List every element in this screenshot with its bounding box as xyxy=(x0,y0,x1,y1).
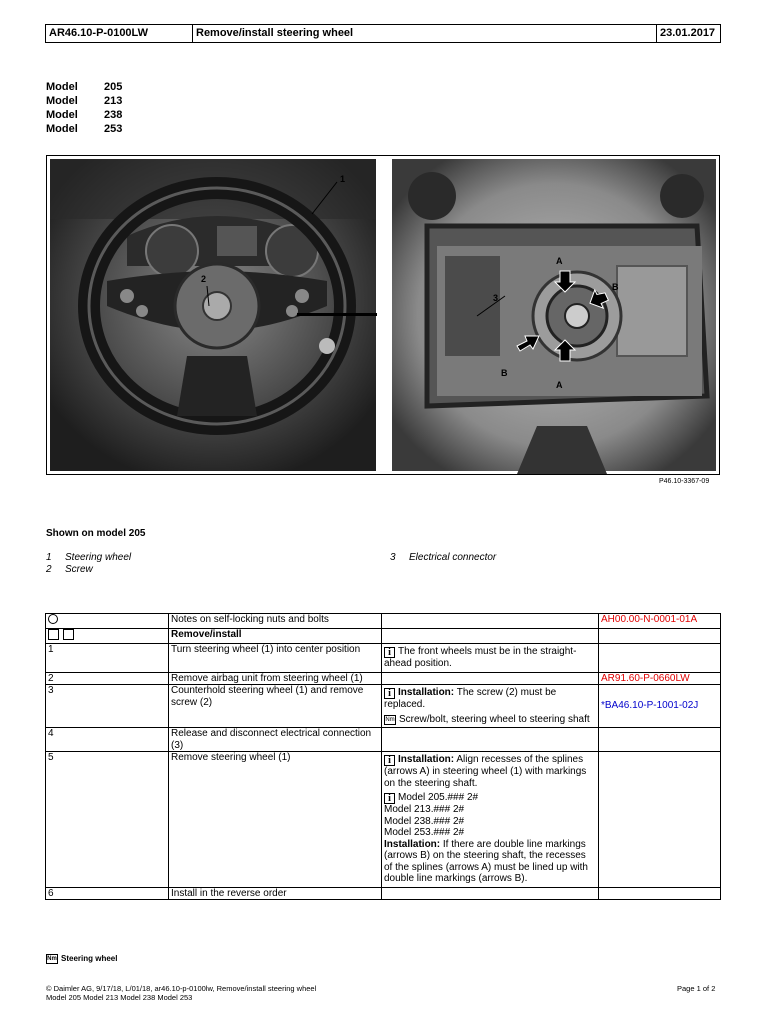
model-row: Model 213 xyxy=(46,95,123,107)
torque-footnote: Nm Steering wheel xyxy=(47,954,118,963)
doc-title: Remove/install steering wheel xyxy=(196,27,354,39)
model-row: Model 205 xyxy=(46,81,123,93)
info-icon: i xyxy=(384,755,395,766)
legend-item: 2 Screw xyxy=(46,564,93,575)
procedure-table xyxy=(45,613,721,900)
document-footer: © Daimler AG, 9/17/18, L/01/18, ar46.10-p-0100lw, Remove/install steering wheel Model 205 Model 213 Model 238 Model 253 xyxy=(46,984,317,1002)
info-icon: i xyxy=(384,647,395,658)
reference-link[interactable]: AR91.60-P-0660LW xyxy=(599,672,721,685)
steering-wheel-photo xyxy=(50,159,377,471)
model-row: Model 253 xyxy=(46,123,123,135)
callout-b-right: B xyxy=(612,282,619,292)
model-row: Model 238 xyxy=(46,109,123,121)
info-icon: i xyxy=(384,688,395,699)
page-number: Page 1 of 2 xyxy=(677,984,716,993)
doc-date: 23.01.2017 xyxy=(656,25,720,42)
callout-b-left: B xyxy=(501,368,508,378)
table-row: 5 Remove steering wheel (1) i Installation: Align recesses of the splines (arrows A) in steering wheel (1) with markings on the steering shaft. i Model 205.### 2# Model 213.### 2# Model 238.### 2# Model 253.### 2# Installation: If there are double line markings (arrows B) on the steering shaft, the recesses of the splines (arrows A) must be lined up with double line markings (arrows B). xyxy=(46,752,721,888)
table-row: 3 Counterhold steering wheel (1) and remove screw (2) i Installation: The screw (2) must be replaced. Nm Screw/bolt, steering wheel to steering shaft *BA46.10-P-1001-02J xyxy=(46,685,721,728)
torque-reference-link[interactable]: *BA46.10-P-1001-02J xyxy=(601,700,699,712)
steering-hub-closeup-photo xyxy=(392,159,716,474)
model-list xyxy=(46,80,122,136)
table-row: 2 Remove airbag unit from steering wheel (1) AR91.60-P-0660LW xyxy=(46,672,721,685)
table-row: Notes on self-locking nuts and bolts AH00.00-N-0001-01A xyxy=(46,614,721,629)
install-icon xyxy=(63,629,74,640)
remove-icon xyxy=(48,629,59,640)
reference-link[interactable]: AH00.00-N-0001-01A xyxy=(599,614,721,629)
shown-on-label: Shown on model 205 xyxy=(46,528,146,539)
callout-a-bottom: A xyxy=(556,380,563,390)
torque-icon: Nm xyxy=(385,716,395,723)
callout-1: 1 xyxy=(340,174,346,184)
callout-3: 3 xyxy=(493,293,499,303)
info-icon: i xyxy=(384,793,395,804)
doc-id: AR46.10-P-0100LW xyxy=(46,25,193,42)
table-row: 1 Turn steering wheel (1) into center position i The front wheels must be in the straight-ahead position. xyxy=(46,644,721,673)
table-row: Remove/install xyxy=(46,629,721,644)
torque-icon: Nm xyxy=(47,956,57,962)
illustration-figure xyxy=(46,155,720,475)
callout-2: 2 xyxy=(201,274,207,284)
document-header xyxy=(45,24,721,43)
legend-item: 1 Steering wheel xyxy=(46,552,132,563)
table-row: 4 Release and disconnect electrical connection (3) xyxy=(46,728,721,752)
note-icon xyxy=(48,614,58,624)
legend-item: 3 Electrical connector xyxy=(390,552,497,563)
table-row: 6 Install in the reverse order xyxy=(46,887,721,900)
callout-a-top: A xyxy=(556,256,563,266)
illustration-svg xyxy=(47,156,719,474)
figure-reference: P46.10-3367-09 xyxy=(659,478,710,485)
